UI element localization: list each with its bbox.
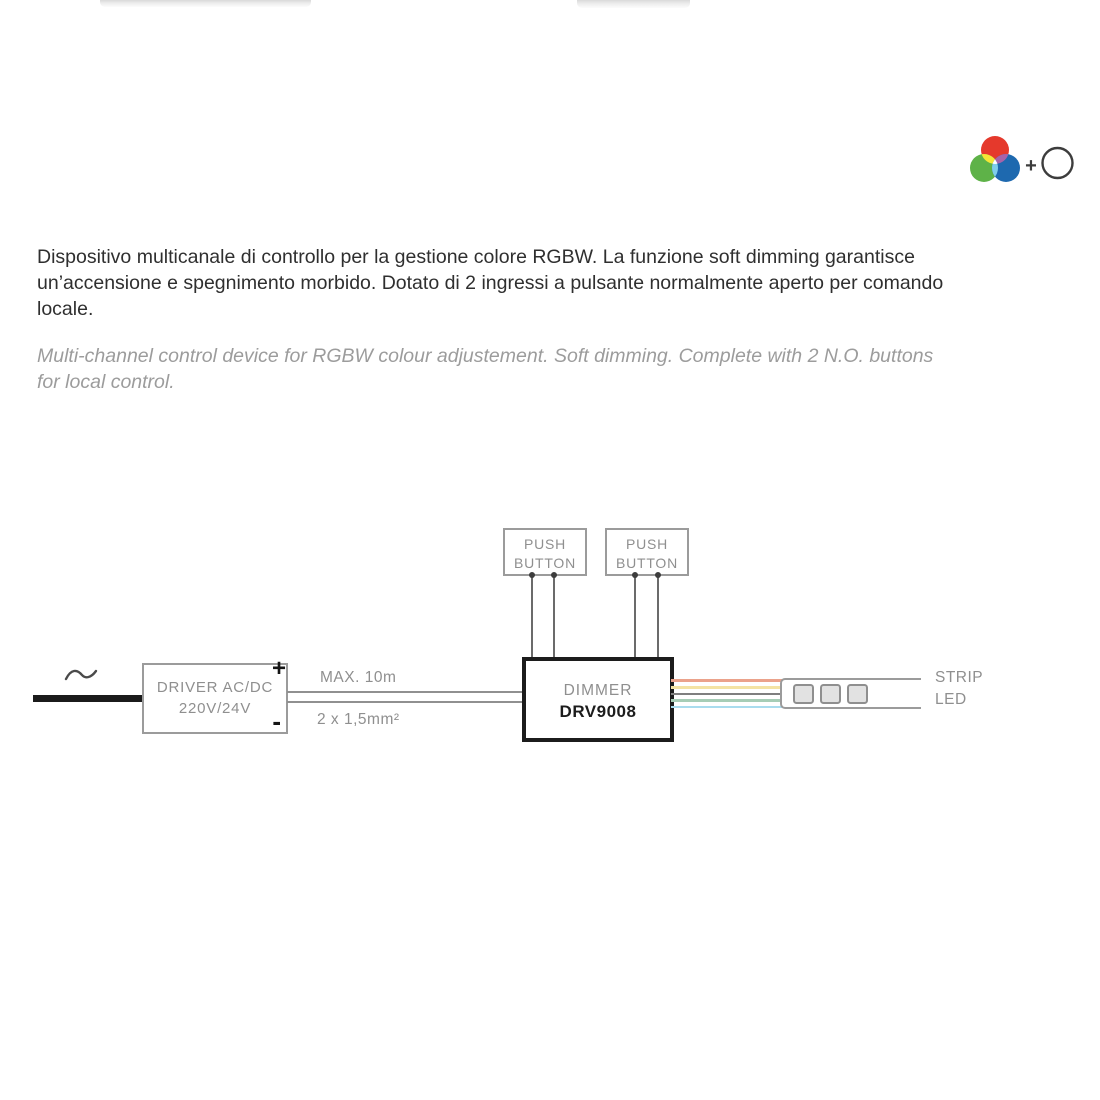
- led-strip: [780, 678, 921, 709]
- mains-wire: [33, 695, 143, 702]
- dimmer-model-label: DRV9008: [559, 702, 637, 721]
- dimmer-label: DIMMER: [563, 682, 633, 699]
- push-button-wire: [531, 576, 533, 657]
- white-channel-circle-icon: [1043, 148, 1073, 178]
- driver-box: [142, 655, 288, 736]
- dc-wire-positive: [287, 691, 522, 693]
- description-line: Multi-channel control device for RGBW colour adjustement. Soft dimming. Complete with 2 N.O. buttons: [37, 345, 934, 367]
- max-length-label: MAX. 10m: [320, 669, 397, 686]
- push-button-label: PUSH: [523, 536, 567, 552]
- output-wire-red: [671, 679, 783, 682]
- cropped-card-edge-right: [577, 0, 690, 8]
- led-pad: [820, 684, 841, 704]
- description-italian: [37, 244, 943, 322]
- description-line: un’accensione e spegnimento morbido. Dotato di 2 ingressi a pulsante normalmente aperto per comando: [37, 272, 944, 294]
- description-line: for local control.: [37, 371, 175, 393]
- push-button-wire: [553, 576, 555, 657]
- driver-voltage-label: 220V/24V: [178, 700, 252, 717]
- output-wire-yellow: [671, 686, 783, 689]
- driver-minus-terminal: -: [272, 706, 281, 736]
- driver-plus-terminal: +: [271, 655, 286, 682]
- dimmer-box: [522, 657, 674, 742]
- plus-sign: +: [1025, 155, 1037, 177]
- led-pad: [847, 684, 868, 704]
- push-button-box-1: [503, 528, 587, 576]
- connection-dot: [655, 572, 661, 578]
- strip-led-label-line: LED: [935, 691, 967, 708]
- rgbw-color-mix-icon: [965, 134, 1075, 196]
- push-button-label: BUTTON: [615, 555, 679, 571]
- connection-dot: [551, 572, 557, 578]
- cross-section-label: 2 x 1,5mm²: [317, 711, 400, 728]
- driver-label: DRIVER AC/DC: [156, 679, 274, 696]
- strip-led-label-line: STRIP: [935, 669, 984, 686]
- description-line: locale.: [37, 298, 94, 320]
- strip-led-label: [935, 667, 983, 711]
- description-line: Dispositivo multicanale di controllo per la gestione colore RGBW. La funzione soft dimming garantisce: [37, 246, 915, 268]
- push-button-wire: [657, 576, 659, 657]
- description-english: [37, 343, 933, 395]
- output-wire-green: [671, 699, 783, 702]
- cropped-card-edge-left: [100, 0, 311, 7]
- push-button-label: BUTTON: [513, 555, 577, 571]
- push-button-label: PUSH: [625, 536, 669, 552]
- output-wire-gray: [671, 693, 783, 696]
- connection-dot: [632, 572, 638, 578]
- ac-sine-icon: [64, 666, 98, 684]
- push-button-box-2: [605, 528, 689, 576]
- push-button-wire: [634, 576, 636, 657]
- led-pad: [793, 684, 814, 704]
- dc-wire-negative: [287, 701, 522, 703]
- output-wire-blue: [671, 706, 783, 709]
- connection-dot: [529, 572, 535, 578]
